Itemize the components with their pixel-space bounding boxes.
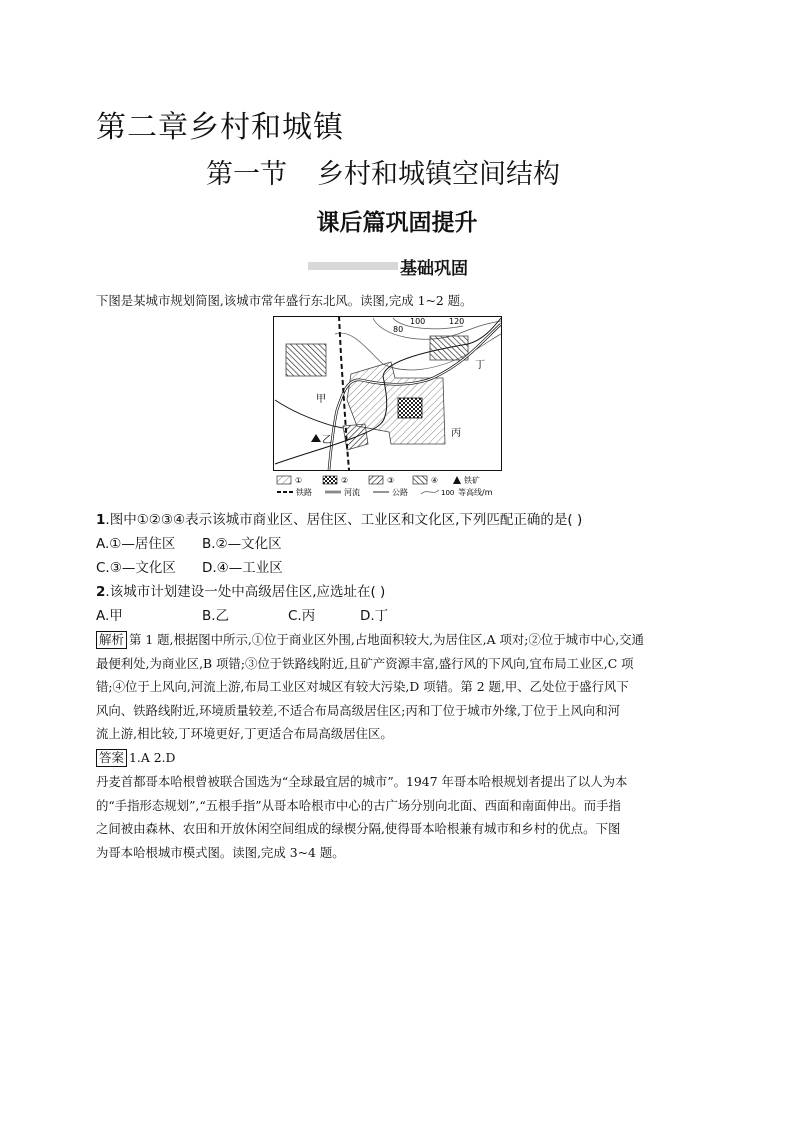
analysis-line-2: 最便利处,为商业区,B 项错;③位于铁路线附近,且矿产资源丰富,盛行风的下风向,宜布局工业区,C 项: [96, 655, 634, 671]
q2-option-c[interactable]: C.丙: [288, 608, 316, 624]
q1-option-b[interactable]: B.②—文化区: [202, 536, 282, 552]
legend-label-road: 公路: [392, 488, 408, 497]
legend-contour-value: 100: [441, 489, 455, 497]
legend-contour-line: [421, 490, 439, 494]
place-label-jia: 甲: [316, 394, 326, 405]
legend-swatch-4: [413, 476, 427, 484]
legend-label-mine: 铁矿: [464, 476, 480, 485]
passage-line-1: 丹麦首都哥本哈根曾被联合国选为“全球最宜居的城市”。1947 年哥本哈根规划者提出了以人为本: [96, 774, 628, 789]
legend-mine-icon: [453, 476, 461, 484]
place-label-yi: 乙: [322, 435, 332, 446]
q1-option-c[interactable]: C.③—文化区: [96, 560, 176, 576]
analysis-block: [96, 628, 716, 746]
contour-label: 100: [410, 317, 426, 326]
passage-line-3: 之间被由森林、农田和开放休闲空间组成的绿楔分隔,使得哥本哈根兼有城市和乡村的优点。下图: [96, 821, 621, 836]
legend-label-railway: 铁路: [296, 488, 312, 497]
contour-label: 120: [449, 317, 465, 326]
q2-option-a[interactable]: A.甲: [96, 608, 123, 624]
question-1-number: 1: [96, 512, 106, 528]
analysis-line-5: 流上游,相比较,丁环境更好,丁更适合布局高级居住区。: [96, 726, 393, 741]
intro-text: 下图是某城市规划简图,该城市常年盛行东北风。读图,完成 1~2 题。: [96, 293, 473, 308]
q1-option-a[interactable]: A.①—居住区: [96, 536, 176, 552]
legend-label-4: ④: [431, 476, 439, 485]
analysis-line-4: 风向、铁路线附近,环境质量较差,不适合布局高级居住区;丙和丁位于城市外缘,丁位于上风向和河: [96, 702, 621, 718]
question-2-number: 2: [96, 584, 106, 600]
city-plan-map: [273, 316, 503, 499]
answer-tag: 答案: [96, 749, 127, 767]
answer-block: [96, 746, 175, 770]
passage-line-2: 的“手指形态规划”,“五根手指”从哥本哈根市中心的古广场分别向北面、西面和南面伸出。而手指: [96, 797, 621, 813]
legend-label-contour: 等高线/m: [458, 488, 493, 497]
question-2-stem: .该城市计划建设一处中高级居住区,应选址在( ): [105, 584, 386, 600]
legend-swatch-3: [369, 476, 383, 484]
legend-label-3: ③: [387, 476, 395, 485]
answer-text: 1.A 2.D: [129, 750, 176, 765]
copenhagen-passage: [96, 770, 716, 864]
chapter-title: 第二章乡村和城镇: [96, 110, 344, 145]
analysis-line-1: [96, 628, 716, 652]
contour-label: 80: [393, 325, 404, 334]
place-label-bing: 丙: [451, 428, 461, 439]
q1-option-d[interactable]: D.④—工业区: [202, 560, 283, 576]
legend-label-river: 河流: [344, 488, 360, 497]
legend-swatch-1: [277, 476, 291, 484]
zone-2-area: [398, 398, 422, 418]
section-heading: [206, 152, 560, 191]
passage-line-4: 为哥本哈根城市模式图。读图,完成 3~4 题。: [96, 844, 345, 860]
analysis-line-3: 错;④位于上风向,河流上游,布局工业区对城区有较大污染,D 项错。第 2 题,甲、乙处位于盛行风下: [96, 679, 629, 694]
section-number: 第一节: [206, 159, 287, 190]
legend-row-2: [277, 487, 493, 497]
legend-swatch-2: [323, 476, 337, 484]
basic-label-bar: [308, 262, 398, 270]
zone-4-area-west: [286, 344, 326, 376]
basic-label: 基础巩固: [400, 259, 468, 279]
subtitle: 课后篇巩固提升: [316, 210, 478, 236]
q2-option-d[interactable]: D.丁: [360, 608, 389, 624]
question-1: [96, 508, 582, 528]
question-1-stem: .图中①②③④表示该城市商业区、居住区、工业区和文化区,下列匹配正确的是( ): [105, 512, 583, 528]
analysis-text: 第 1 题,根据图中所示,①位于商业区外围,占地面积较大,为居住区,A 项对;②位于城市中心,交通: [129, 632, 644, 647]
q2-option-b[interactable]: B.乙: [202, 608, 230, 624]
legend-row-1: [277, 475, 480, 485]
legend-label-1: ①: [295, 476, 303, 485]
analysis-tag: 解析: [96, 631, 127, 649]
legend-label-2: ②: [341, 476, 349, 485]
place-label-ding: 丁: [475, 360, 485, 371]
section-title: 乡村和城镇空间结构: [317, 159, 560, 190]
question-2: [96, 580, 385, 600]
